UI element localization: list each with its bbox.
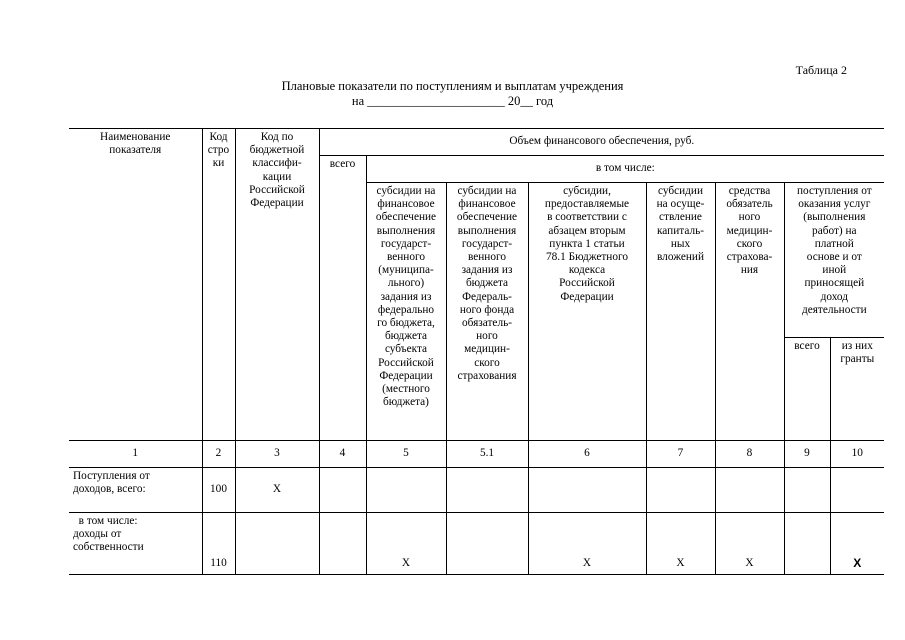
col-number: 5.1 [446, 441, 528, 468]
col-number: 7 [646, 441, 715, 468]
page-title [0, 79, 905, 109]
cell-total [319, 513, 366, 575]
col-number: 6 [528, 441, 646, 468]
title-line-1: Плановые показатели по поступлениям и выплатам учреждения [281, 79, 624, 93]
col-number: 1 [69, 441, 202, 468]
cell-col-10 [830, 468, 884, 513]
row-budget-code [235, 513, 319, 575]
cell-total [319, 468, 366, 513]
header-col-8: средства обязатель ного медицин- ского страхова- ния [715, 183, 784, 441]
col-number: 8 [715, 441, 784, 468]
header-total: всего [319, 156, 366, 441]
header-budget-code: Код по бюджетной классифи- кации Российской Федерации [235, 129, 319, 441]
row-budget-code: X [235, 468, 319, 513]
col-number: 4 [319, 441, 366, 468]
title-line-2: на ______________________ 20__ год [351, 94, 554, 108]
header-including: в том числе: [366, 156, 884, 183]
cell-col-5-1 [446, 513, 528, 575]
header-col-9: всего [784, 338, 830, 441]
header-col-10: из них гранты [830, 338, 884, 441]
col-number: 5 [366, 441, 446, 468]
cell-col-5 [366, 468, 446, 513]
header-col-9-10: поступления от оказания услуг (выполнения работ) на платной основе и от иной приносящей доход деятельности [784, 183, 884, 338]
col-number: 9 [784, 441, 830, 468]
table-row [69, 468, 884, 513]
cell-col-8 [715, 468, 784, 513]
header-col-7: субсидии на осуще- ствление капиталь- ных вложений [646, 183, 715, 441]
cell-col-9 [784, 513, 830, 575]
cell-col-9 [784, 468, 830, 513]
table-row [69, 513, 884, 575]
cell-col-6: X [528, 513, 646, 575]
header-name: Наименование показателя [69, 129, 202, 441]
header-col-5-1: субсидии на финансовое обеспечение выполнения государст- венного задания из бюджета Федераль- ного фонда обязатель- ного медицин- ского страхования [446, 183, 528, 441]
header-col-5: субсидии на финансовое обеспечение выполнения государст- венного (муниципа- льного) задания из федерально го бюджета, бюджета субъекта Российской Федерации (местного бюджета) [366, 183, 446, 441]
cell-col-7 [646, 468, 715, 513]
cell-col-5-1 [446, 468, 528, 513]
header-code: Код стро ки [202, 129, 235, 441]
row-code: 100 [202, 468, 235, 513]
col-number: 3 [235, 441, 319, 468]
plan-indicators-table [69, 128, 884, 575]
header-col-6: субсидии, предоставляемые в соответствии с абзацем вторым пункта 1 статьи 78.1 Бюджетного кодекса Российской Федерации [528, 183, 646, 441]
row-name: Поступления от доходов, всего: [69, 468, 202, 513]
header-volume: Объем финансового обеспечения, руб. [319, 129, 884, 156]
table-number: Таблица 2 [795, 63, 847, 77]
cell-col-10: X [830, 513, 884, 575]
row-name: в том числе: доходы от собственности [69, 513, 202, 575]
cell-col-8: X [715, 513, 784, 575]
row-code: 110 [202, 513, 235, 575]
col-number: 10 [830, 441, 884, 468]
cell-col-6 [528, 468, 646, 513]
cell-col-7: X [646, 513, 715, 575]
col-number: 2 [202, 441, 235, 468]
cell-col-5: X [366, 513, 446, 575]
